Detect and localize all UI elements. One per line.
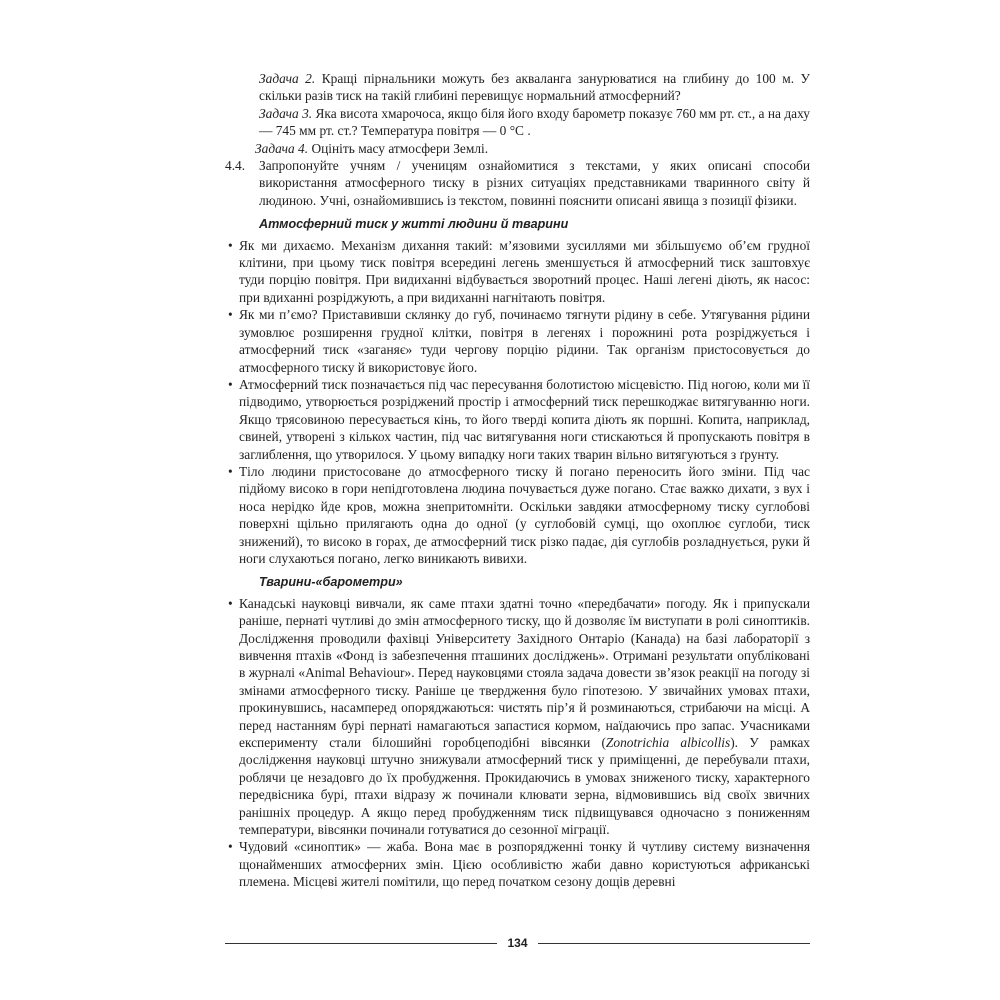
bullet-icon: • [228,376,233,392]
task-label: Задача 3. [259,105,313,121]
list-item-text: Як ми п’ємо? Приставивши склянку до губ, починаємо тягнути рідину в себе. Утягування рідини зумовлює розширення грудної клітки, повітря в легенях і порожнині рота розріджується і атмосферний тиск «заганяє» туди чергову порцію рідини. Так організм пристосовується до атмосферного тиску й використовує його. [239,307,810,375]
subsection-heading-barometers: Тварини-«барометри» [259,575,403,590]
task-text: Кращі пірнальники можуть без акваланга занурюватися на глибину до 100 м. У скільки разів тиск на такій глибині перевищує нормальний атмосферний? [259,71,811,104]
task-3 [259,105,810,140]
list-item [225,463,810,567]
task-text: Яка висота хмарочоса, якщо біля його входу барометр показує 760 мм рт. ст., а на даху — 745 мм рт. ст.? Температура повітря — 0 °С . [259,105,810,139]
species-name: Zonotrichia albicollis [605,735,731,751]
bullet-list-life [225,237,810,568]
list-item [225,376,810,463]
page-number: 134 [507,936,528,950]
subsection-heading-life: Атмосферний тиск у житті людини й тварини [259,217,569,232]
page-footer [225,935,810,951]
bullet-list-barometers [225,595,810,891]
list-item [225,838,810,890]
section-number: 4.4. [225,158,246,174]
bullet-icon: • [228,463,233,479]
bullet-icon: • [228,237,233,253]
list-item-text: Чудовий «синоптик» — жаба. Вона має в розпорядженні тонку й чутливу систему визначення щонайменших атмосферних змін. Цією особливістю жаби давно користуються африканські племена. Місцеві жителі помітили, що перед початком сезону дощів деревні [239,839,810,890]
task-label: Задача 4. [255,140,309,156]
list-item [225,595,810,839]
footer-rule-left [225,943,497,944]
list-item [225,237,810,307]
text-run: ). У рамках дослідження науковці штучно знижували атмосферний тиск у приміщенні, де перебували птахи, роблячи це незадовго до їх пробудження. Прокидаючись в умовах зниженого тиску, характерного передвісника бурі, птахи відразу ж починали клювати зерна, відмовившись від своїх звичних ранішніх процедур. А якщо перед пробудженням тиск підвищувався одночасно з пониженням температури, вівсянки починали готуватися до сезонної міграції. [239,735,810,838]
section-text: Запропонуйте учням / ученицям ознайомитися з текстами, у яких описані способи використання атмосферного тиску в різних ситуаціях представниками тваринного світу й людиною. Учні, ознайомившись із текстом, повинні пояснити описані явища з позиції фізики. [259,158,810,208]
list-item-text: Атмосферний тиск позначається під час пересування болотистою місцевістю. Під ногою, коли ми її підводимо, утворюється розріджений простір і атмосферний тиск перешкоджає витягуванню ноги. Якщо трясовиною пересувається кінь, то його тверді копита діють як поршні. Копита, наприклад, свиней, утворені з кількох частин, під час витягування ноги стискаються й пропускають повітря в заглиблення, що утворилося. У цьому випадку ноги таких тварин вільно витягуються з ґрунту. [239,376,810,462]
list-item [225,306,810,376]
task-label: Задача 2. [259,71,316,86]
task-text: Оцініть масу атмосфери Землі. [308,140,489,156]
bullet-icon: • [228,307,233,323]
task-2 [259,70,810,105]
list-item-text: Як ми дихаємо. Механізм дихання такий: м’язовими зусиллями ми збільшуємо об’єм грудної клітини, при цьому тиск повітря всередині легень зменшується й атмосферний тиск заштовхує туди порцію повітря. При видиханні відбувається зворотний процес. Наші легені діють, як насос: при вдиханні розріджують, а при видиханні нагнітають повітря. [239,237,810,305]
page-content [225,70,810,891]
footer-rule-right [538,943,810,944]
bullet-icon: • [228,839,233,855]
bullet-icon: • [228,595,233,611]
section-4-4 [225,157,810,209]
list-item-text [239,595,810,839]
list-item-text: Тіло людини пристосоване до атмосферного тиску й погано переносить його зміни. Під час підйому високо в гори непідготовлена людина почувається дуже погано. Стає важко дихати, з вух і носа нерідко йде кров, можна знепритомніти. Оскільки завдяки атмосферному тиску суглобові поверхні щільно прилягають одна до одної (у суглобовій сумці, що охоплює суглоби, тиск знижений), то високо в горах, де атмосферний тиск різко падає, дія суглобів розладнується, руки й ноги слухаються погано, легко виникають вивихи. [239,463,810,566]
text-run: Канадські науковці вивчали, як саме птахи здатні точно «передбачати» погоду. Як і припускали раніше, пернаті чутливі до змін атмосферного тиску, що й дозволяє їм виступати в ролі синоптиків. Дослідження проводили фахівці Університету Західного Онтаріо (Канада) на базі лабораторії з вивчення птахів «Фонд із забезпечення пташиних досліджень». Отримані результати опубліковані в журналі «Animal Behaviour». Перед науковцями стояла задача довести зв’язок реакції на погоду зі змінами атмосферного тиску. Раніше це твердження було гіпотезою. У звичайних умовах птахи, прокинувшись, насамперед опоряджаються: чистять пір’я й розминаються, стрибаючи на місці. А перед настанням бурі пернаті намагаються запастися кормом, наїдаючись про запас. Учасниками експерименту стали білошийні горобцеподібні вівсянки ( [239,595,810,751]
task-4 [255,140,810,157]
